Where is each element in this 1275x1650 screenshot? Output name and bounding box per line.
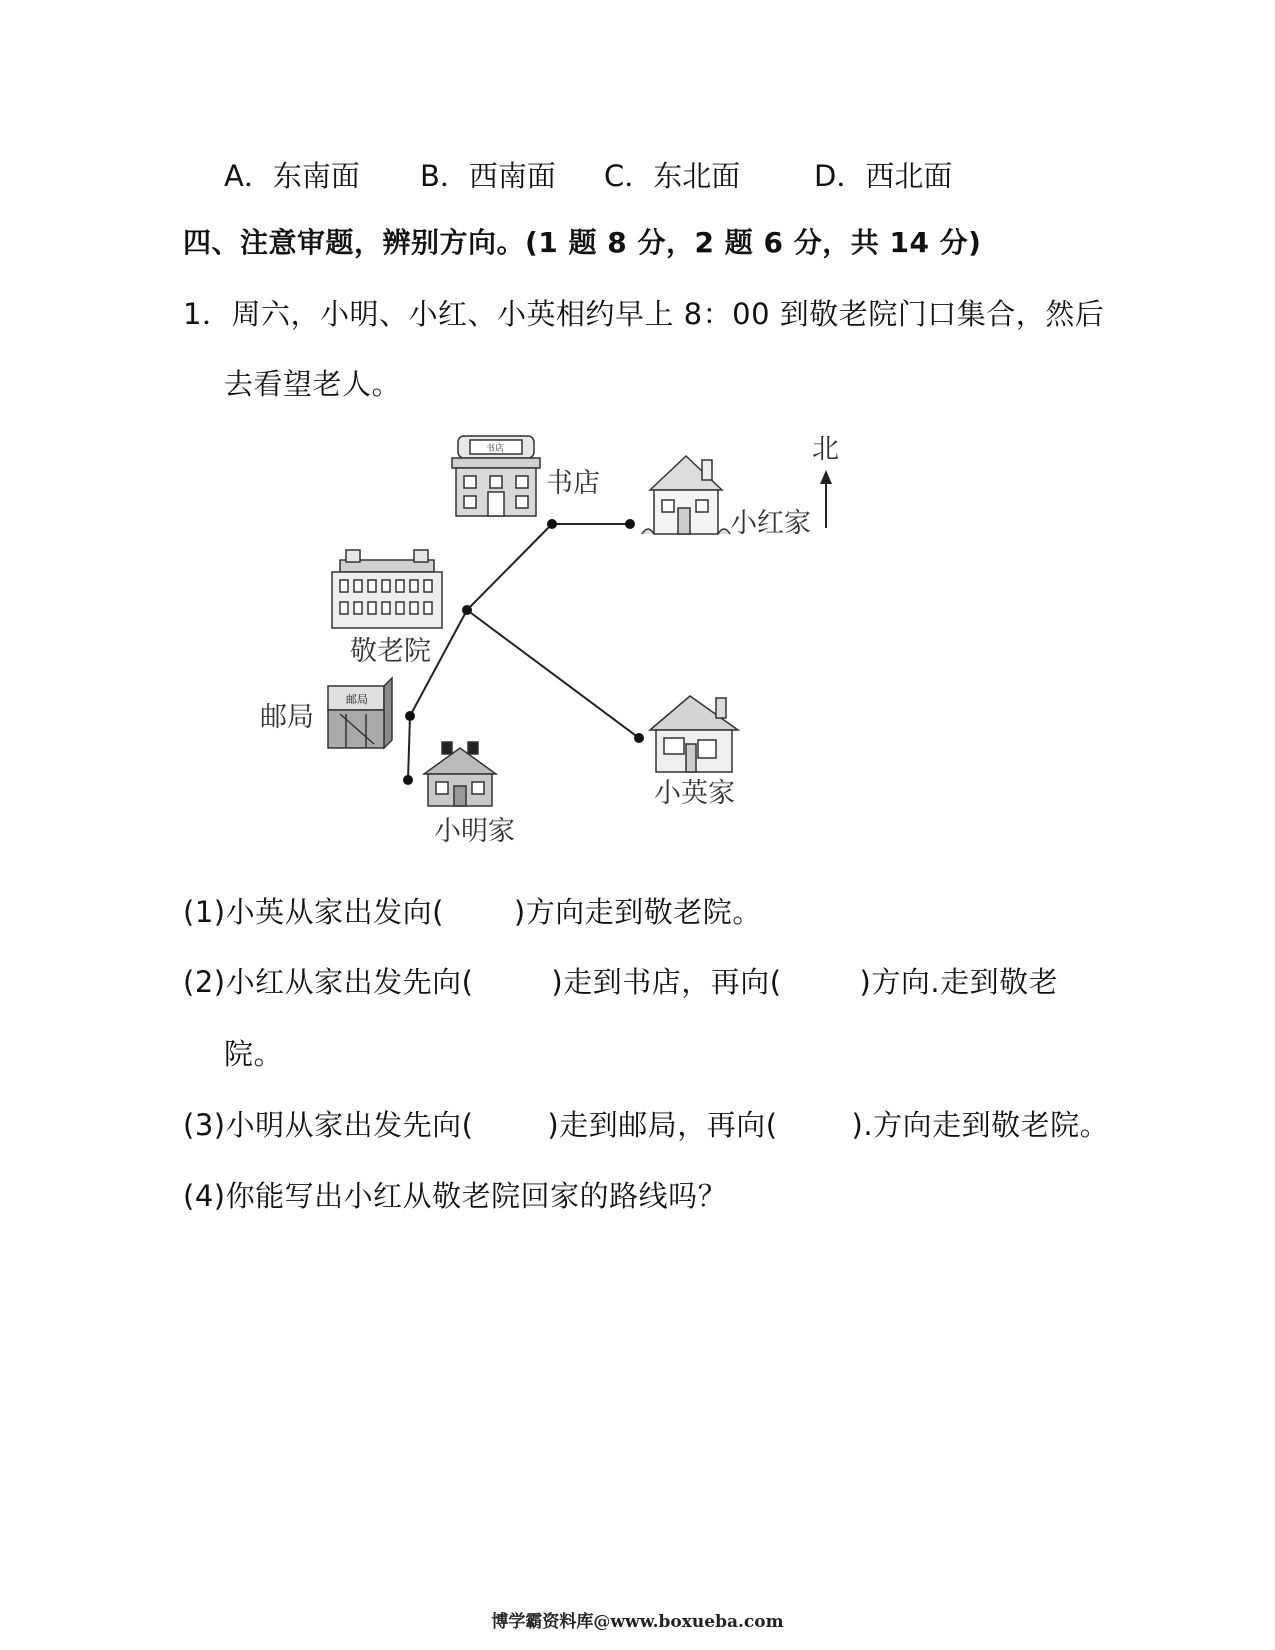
section-title: 四、注意审题，辨别方向。(1 题 8 分，2 题 6 分，共 14 分) bbox=[183, 226, 982, 259]
north-label: 北 bbox=[812, 434, 839, 465]
footer-watermark: 博学霸资料库@www.boxueba.com bbox=[491, 1612, 784, 1632]
xiaoming-home-icon bbox=[424, 742, 496, 806]
sub-question-1: (1)小英从家出发向( )方向走到敬老院。 bbox=[183, 895, 762, 929]
option-d: D．西北面 bbox=[814, 159, 953, 193]
xiaohong-home-icon bbox=[642, 456, 730, 534]
sub-question-2: (2)小红从家出发先向( )走到书店，再向( )方向.走到敬老 bbox=[183, 965, 1059, 999]
xiaoying-home-label: 小英家 bbox=[654, 778, 735, 809]
north-arrow-icon bbox=[820, 470, 832, 528]
bookstore-sign: 书店 bbox=[486, 444, 505, 454]
option-a: A．东南面 bbox=[224, 159, 360, 193]
sub-question-3: (3)小明从家出发先向( )走到邮局，再向( ).方向走到敬老院。 bbox=[183, 1108, 1110, 1142]
point-xiaohong-home bbox=[625, 519, 635, 529]
point-post-office bbox=[405, 711, 415, 721]
post-office-icon bbox=[328, 678, 392, 748]
point-xiaoying-home bbox=[634, 733, 644, 743]
point-bookstore bbox=[547, 519, 557, 529]
nursing-home-label: 敬老院 bbox=[350, 636, 431, 667]
option-c: C．东北面 bbox=[604, 159, 741, 193]
bookstore-label: 书店 bbox=[546, 468, 600, 499]
xiaoming-home-label: 小明家 bbox=[434, 816, 515, 847]
xiaohong-home-label: 小红家 bbox=[730, 508, 811, 539]
question-1-line-1: 1．周六，小明、小红、小英相约早上 8：00 到敬老院门口集合，然后 bbox=[183, 297, 1105, 331]
question-1-line-2: 去看望老人。 bbox=[224, 367, 402, 401]
post-office-label: 邮局 bbox=[260, 702, 314, 733]
sub-question-4: (4)你能写出小红从敬老院回家的路线吗？ bbox=[183, 1179, 728, 1213]
option-b: B．西南面 bbox=[420, 159, 556, 193]
post-office-sign: 邮局 bbox=[346, 693, 368, 706]
point-nursing-home bbox=[462, 605, 472, 615]
point-xiaoming-home bbox=[403, 775, 413, 785]
xiaoying-home-icon bbox=[650, 696, 738, 772]
nursing-home-icon bbox=[332, 550, 442, 628]
route-map-svg bbox=[250, 430, 950, 900]
sub-question-2-line-2: 院。 bbox=[224, 1037, 284, 1071]
route-map bbox=[250, 430, 950, 900]
